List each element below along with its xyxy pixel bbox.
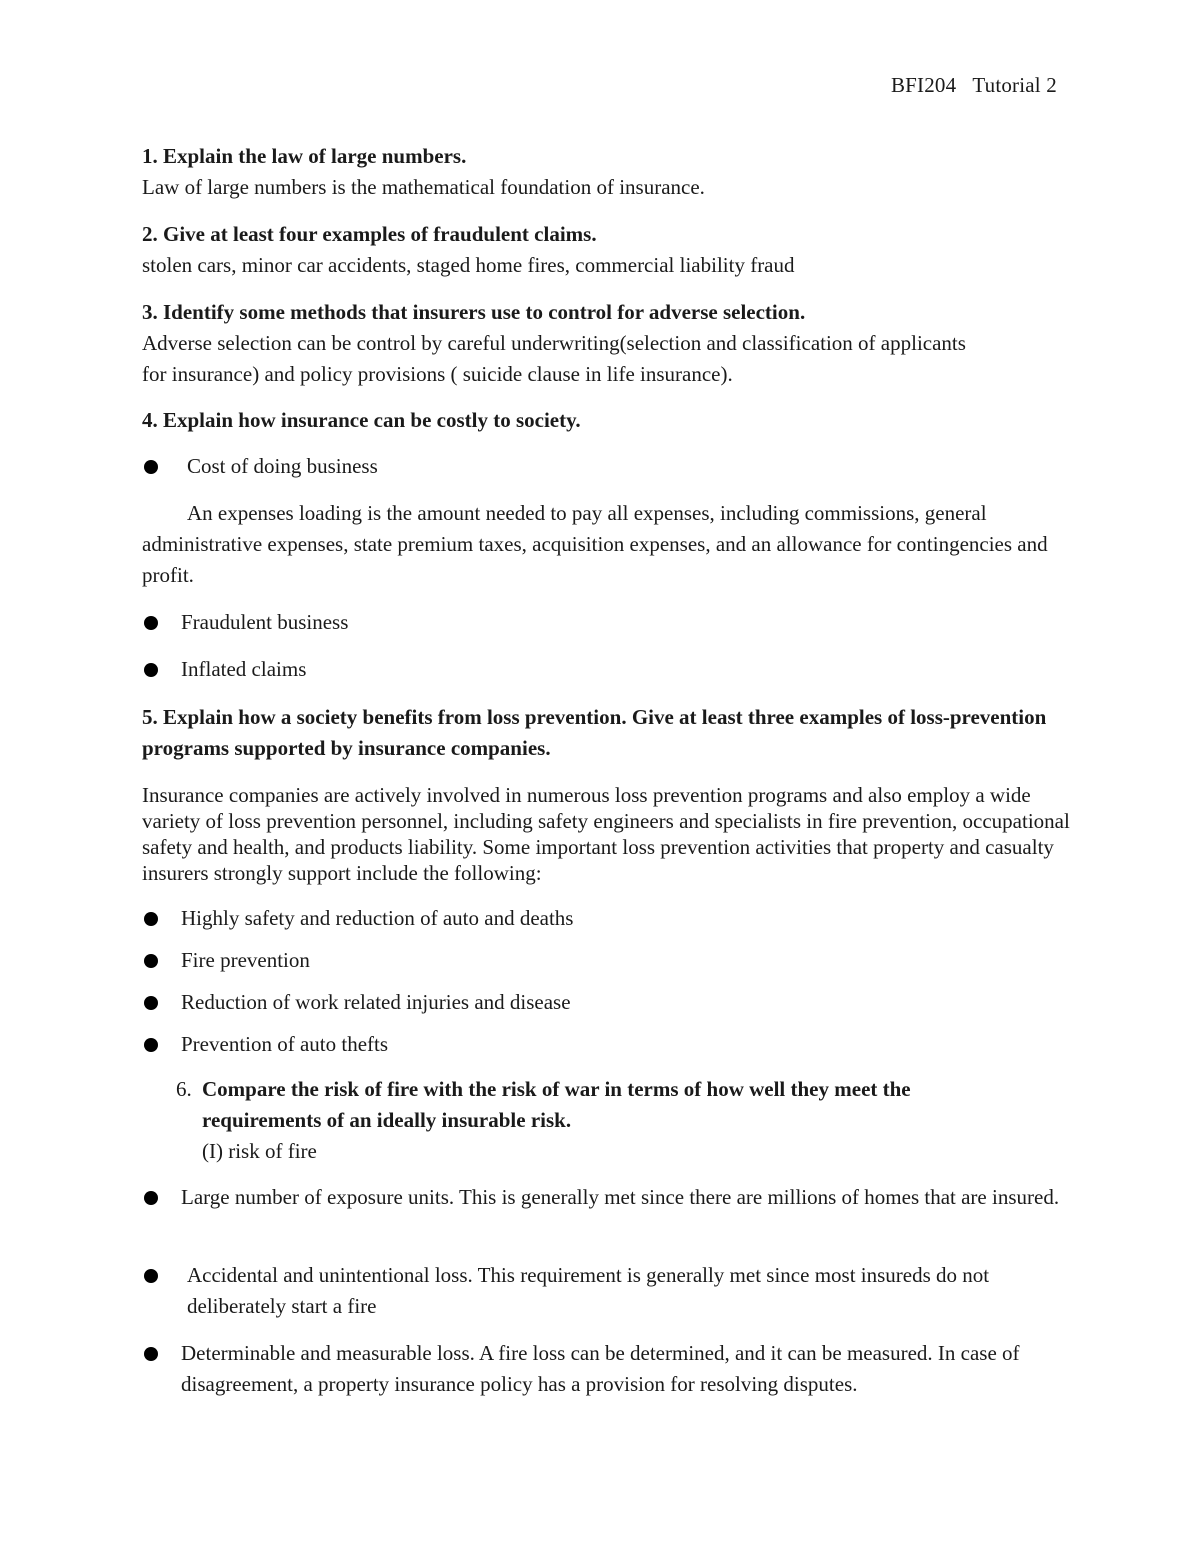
question-6 — [176, 1074, 1016, 1167]
question-2-heading: 2. Give at least four examples of fraudulent claims. — [142, 222, 597, 246]
loss-prevention-item — [142, 1029, 1072, 1060]
bullet-text: Highly safety and reduction of auto and deaths — [181, 906, 574, 930]
bullet-icon — [144, 954, 158, 968]
bullet-fraudulent-business — [142, 607, 1072, 638]
loss-prevention-item — [142, 945, 1072, 976]
question-5 — [142, 702, 1072, 764]
bullet-icon — [144, 460, 158, 474]
bullet-icon — [144, 912, 158, 926]
bullet-text: Reduction of work related injuries and disease — [181, 990, 571, 1014]
bullet-text: Fraudulent business — [181, 610, 349, 634]
insurable-risk-item — [142, 1338, 1062, 1400]
question-5-answer: Insurance companies are actively involved in numerous loss prevention programs and also employ a wide variety of loss prevention personnel, including safety engineers and specialists in fire prevention, occupational safety and health, and products liability. Some important loss prevention activities that property and casualty insurers strongly support include the following: — [142, 783, 1070, 885]
bullet-cost-of-doing-business — [142, 451, 1072, 482]
bullet-icon — [144, 996, 158, 1010]
course-code: BFI204 — [890, 73, 957, 97]
loss-prevention-item — [142, 987, 1072, 1018]
bullet-icon — [144, 1191, 158, 1205]
question-1-heading: 1. Explain the law of large numbers. — [142, 144, 467, 168]
bullet-icon — [144, 663, 158, 677]
question-3 — [142, 297, 1072, 390]
bullet-text: Large number of exposure units. This is generally met since there are millions of homes that are insured. — [181, 1185, 1060, 1209]
header-title: Tutorial 2 — [972, 73, 1057, 97]
bullet-text: Prevention of auto thefts — [181, 1032, 389, 1056]
question-5-heading: 5. Explain how a society benefits from loss prevention. Give at least three examples of loss-prevention programs supported by insurance companies. — [142, 705, 1047, 760]
insurable-risk-item — [142, 1260, 1062, 1322]
bullet-icon — [144, 1347, 158, 1361]
page-header — [891, 73, 1057, 98]
question-6-heading: Compare the risk of fire with the risk of war in terms of how well they meet the requirements of an ideally insurable risk. — [202, 1077, 911, 1132]
question-2 — [142, 219, 1072, 281]
bullet-text: Cost of doing business — [187, 454, 378, 478]
question-1 — [142, 141, 1072, 203]
loss-prevention-item — [142, 903, 1072, 934]
question-4-heading: 4. Explain how insurance can be costly to society. — [142, 408, 581, 432]
question-6-subheading: (I) risk of fire — [202, 1139, 317, 1163]
bullet-text: Fire prevention — [181, 948, 310, 972]
question-3-heading: 3. Identify some methods that insurers use to control for adverse selection. — [142, 300, 806, 324]
question-3-answer: Adverse selection can be control by careful underwriting(selection and classification of applicants for insurance) and policy provisions ( suicide clause in life insurance). — [142, 331, 966, 386]
expenses-loading-paragraph: An expenses loading is the amount needed to pay all expenses, including commissions, general administrative expenses, state premium taxes, acquisition expenses, and an allowance for contingencies and profit. — [142, 501, 1048, 587]
question-4 — [142, 405, 1072, 436]
question-1-answer: Law of large numbers is the mathematical foundation of insurance. — [142, 175, 705, 199]
bullet-inflated-claims — [142, 654, 1072, 685]
bullet-icon — [144, 1038, 158, 1052]
bullet-icon — [144, 1269, 158, 1283]
question-6-number: 6. — [176, 1077, 192, 1101]
insurable-risk-item — [142, 1182, 1062, 1213]
question-2-answer: stolen cars, minor car accidents, staged home fires, commercial liability fraud — [142, 253, 795, 277]
bullet-icon — [144, 616, 158, 630]
bullet-text: Determinable and measurable loss. A fire loss can be determined, and it can be measured. In case of disagreement, a property insurance policy has a provision for resolving disputes. — [181, 1341, 1020, 1396]
bullet-text: Accidental and unintentional loss. This requirement is generally met since most insureds do not deliberately start a fire — [187, 1263, 990, 1318]
bullet-text: Inflated claims — [181, 657, 307, 681]
